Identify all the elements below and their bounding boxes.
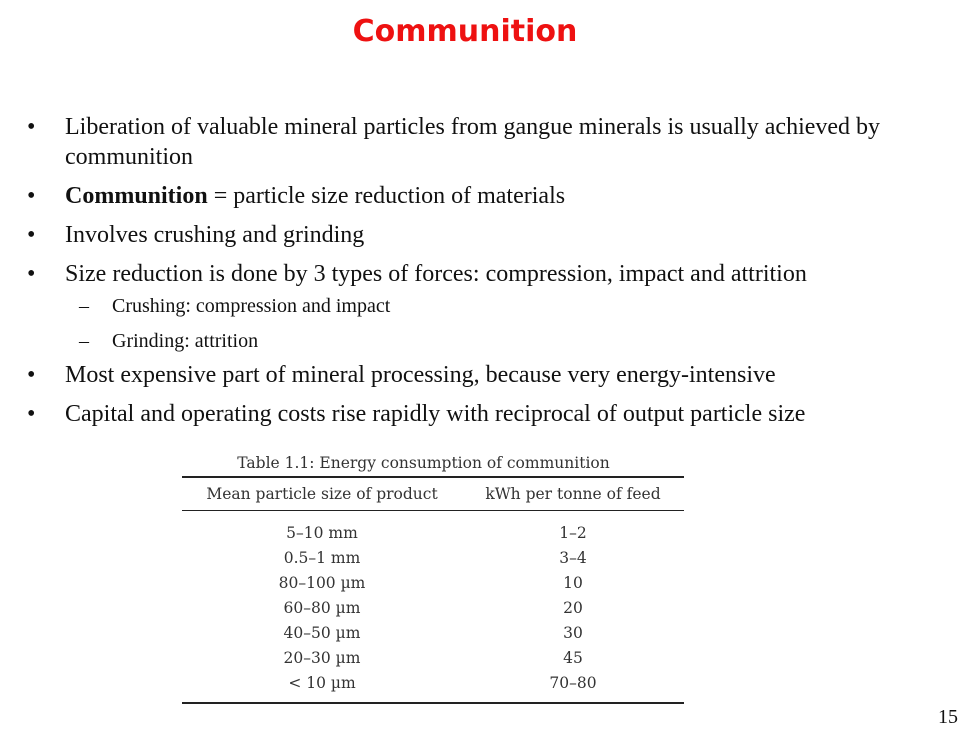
table-cell-size: 60–80 µm bbox=[283, 598, 361, 617]
bullet-text: Most expensive part of mineral processing, because very energy-intensive bbox=[65, 362, 776, 388]
table-cell-energy: 1–2 bbox=[559, 523, 587, 542]
table-cell-energy: 30 bbox=[563, 623, 583, 642]
bullet-text: Liberation of valuable mineral particles from gangue minerals is usually achieved by communition bbox=[65, 114, 881, 170]
sub-bullet-item bbox=[27, 293, 927, 319]
bullet-text: = particle size reduction of materials bbox=[207, 183, 566, 209]
table-cell-size: 5–10 mm bbox=[286, 523, 358, 542]
table-caption: Table 1.1: Energy consumption of communition bbox=[237, 454, 610, 472]
table-cell-energy: 3–4 bbox=[559, 548, 587, 567]
bullet-dot-icon: • bbox=[27, 183, 36, 209]
bullet-text: Size reduction is done by 3 types of forces: compression, impact and attrition bbox=[65, 261, 807, 287]
table-cell-energy: 20 bbox=[563, 598, 583, 617]
table-row bbox=[182, 670, 684, 695]
bullet-bold-term: Communition bbox=[65, 183, 208, 209]
table-cell-size: 0.5–1 mm bbox=[283, 548, 361, 567]
bullet-item bbox=[27, 220, 927, 250]
bullet-dot-icon: • bbox=[27, 401, 36, 427]
table-cell-size: 20–30 µm bbox=[283, 648, 361, 667]
bullet-dot-icon: • bbox=[27, 261, 36, 287]
table-cell-size: 40–50 µm bbox=[283, 623, 361, 642]
page-number: 15 bbox=[938, 706, 958, 728]
sub-bullet-text: Crushing: compression and impact bbox=[112, 295, 391, 317]
table-cell-size: 80–100 µm bbox=[278, 573, 366, 592]
bullet-dot-icon: • bbox=[27, 362, 36, 388]
table-header-size: Mean particle size of product bbox=[206, 485, 438, 503]
bullet-item bbox=[27, 112, 927, 172]
table-header-energy: kWh per tonne of feed bbox=[485, 485, 661, 503]
sub-bullet-item bbox=[27, 328, 927, 354]
bullet-text: Involves crushing and grinding bbox=[65, 222, 365, 248]
table-row bbox=[182, 595, 684, 620]
table-header-row bbox=[182, 478, 684, 510]
bullet-text: Capital and operating costs rise rapidly with reciprocal of output particle size bbox=[65, 401, 806, 427]
slide-title: Communition bbox=[352, 14, 578, 49]
table-row bbox=[182, 545, 684, 570]
bullet-item bbox=[27, 259, 927, 289]
table-row bbox=[182, 570, 684, 595]
table-row bbox=[182, 520, 684, 545]
table-cell-size: < 10 µm bbox=[288, 673, 356, 692]
dash-icon: – bbox=[79, 295, 89, 317]
bullet-item bbox=[27, 399, 927, 429]
energy-table bbox=[182, 452, 684, 704]
table-body bbox=[182, 511, 684, 702]
table-cell-energy: 10 bbox=[563, 573, 583, 592]
table-row bbox=[182, 620, 684, 645]
sub-bullet-text: Grinding: attrition bbox=[112, 330, 259, 352]
bullet-dot-icon: • bbox=[27, 222, 36, 248]
table-cell-energy: 45 bbox=[563, 648, 583, 667]
bullet-dot-icon: • bbox=[27, 114, 36, 140]
bullet-item bbox=[27, 360, 927, 390]
table-cell-energy: 70–80 bbox=[549, 673, 597, 692]
dash-icon: – bbox=[79, 330, 89, 352]
table-row bbox=[182, 645, 684, 670]
bullet-item bbox=[27, 181, 927, 211]
bullet-list bbox=[27, 112, 927, 438]
table-bottom-rule bbox=[182, 702, 684, 704]
